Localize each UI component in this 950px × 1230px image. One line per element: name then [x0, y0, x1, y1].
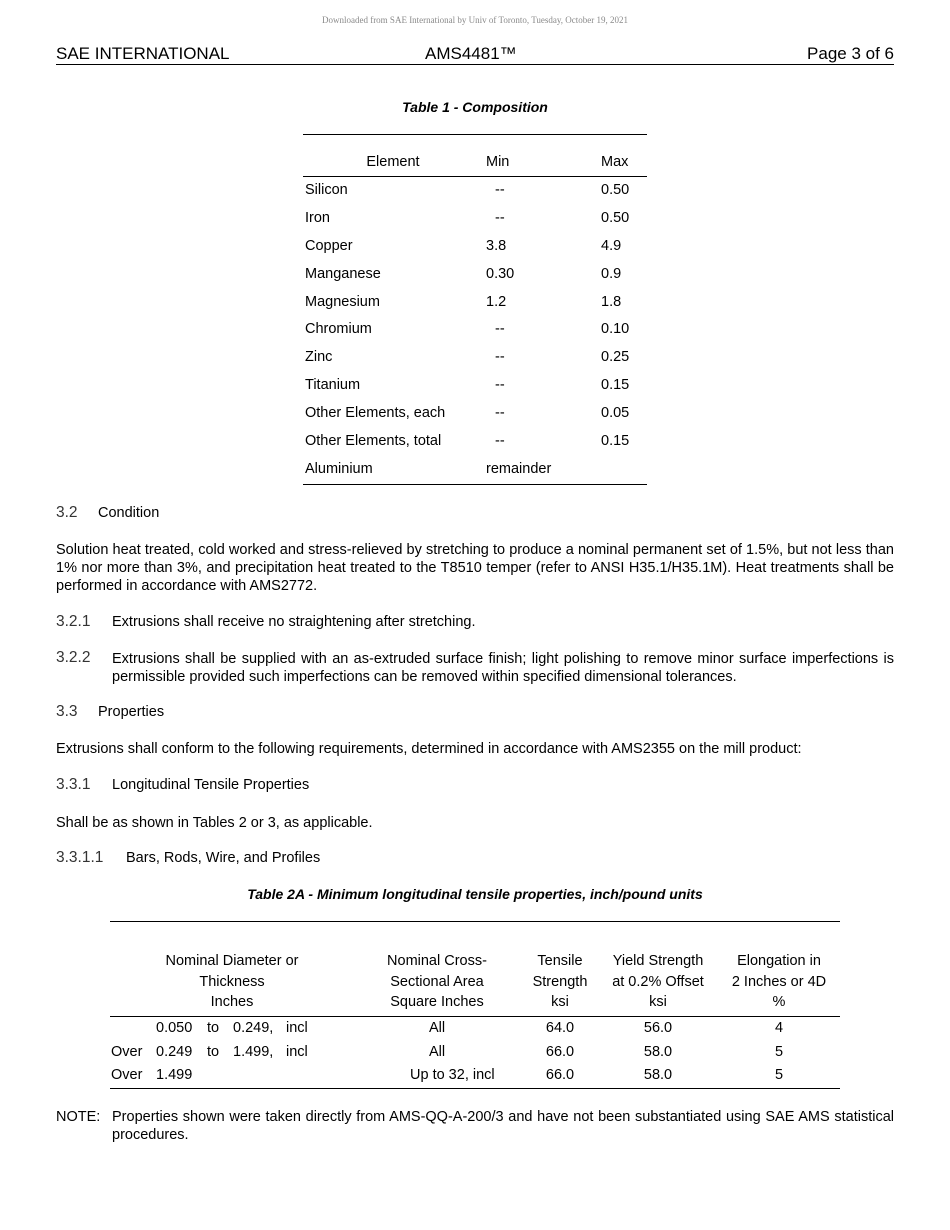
- cell-min: --: [495, 182, 505, 198]
- section-number: 3.3.1.1: [56, 849, 104, 866]
- header-line: Thickness: [199, 973, 265, 990]
- header-line: Strength: [532, 973, 588, 990]
- header-line: at 0.2% Offset: [612, 973, 704, 990]
- section-number: 3.3.1: [56, 776, 91, 793]
- header-org: SAE INTERNATIONAL: [56, 44, 230, 63]
- cell-area: All: [428, 1020, 446, 1036]
- table2-caption: Table 2A - Minimum longitudinal tensile properties, inch/pound units: [247, 886, 703, 902]
- table-header-row: [303, 135, 647, 177]
- section-text: Extrusions shall receive no straightening after stretching.: [112, 614, 476, 630]
- cell-element: Aluminium: [305, 460, 373, 477]
- cell-yield: 58.0: [643, 1043, 673, 1060]
- section-3-2-heading: [56, 504, 160, 522]
- col-header-element: Element: [366, 154, 420, 170]
- cell-max: 0.25: [601, 349, 630, 366]
- header-line: Tensile: [537, 953, 583, 969]
- section-3-3-1-heading: [56, 776, 310, 794]
- composition-table: [303, 134, 647, 485]
- table-row: [110, 1064, 840, 1088]
- section-number: 3.2.1: [56, 613, 91, 630]
- cell-min: --: [495, 405, 505, 422]
- col-header-diameter: [110, 951, 354, 1013]
- cell-min: remainder: [486, 460, 552, 477]
- cell-area: Up to 32, incl: [410, 1067, 495, 1084]
- table-row: [303, 316, 647, 344]
- section-3-3-heading: [56, 703, 165, 721]
- col-header-min: Min: [486, 154, 510, 170]
- cell-from: 0.249: [156, 1043, 193, 1060]
- section-3-2-1: [56, 613, 476, 631]
- section-3-3-1-1-heading: [56, 849, 321, 867]
- header-line: Nominal Cross-: [387, 953, 487, 969]
- cell-element: Manganese: [305, 265, 381, 282]
- download-watermark-line: Downloaded from SAE International by Univ of Toronto, Tuesday, October 19, 2021: [321, 15, 629, 25]
- cell-element: Other Elements, each: [305, 405, 446, 422]
- col-header-yield: [600, 951, 716, 1013]
- cell-element: Iron: [305, 209, 330, 226]
- header-line: Elongation in: [737, 953, 821, 969]
- table-row: [303, 233, 647, 261]
- table-row: [303, 456, 647, 484]
- section-title: Condition: [98, 505, 160, 521]
- cell-min: --: [495, 349, 505, 366]
- header-line: ksi: [551, 994, 569, 1010]
- cell-max: 0.50: [601, 182, 630, 198]
- header-line: Yield Strength: [612, 953, 704, 969]
- section-title: Properties: [98, 704, 165, 720]
- header-line: 2 Inches or 4D: [731, 973, 827, 990]
- cell-over: Over: [111, 1067, 143, 1084]
- cell-min: --: [495, 321, 505, 338]
- cell-max: 4.9: [601, 237, 622, 254]
- cell-area: All: [428, 1043, 446, 1060]
- cell-min: --: [495, 433, 505, 450]
- cell-element: Zinc: [305, 349, 333, 366]
- cell-element: Other Elements, total: [305, 433, 442, 450]
- section-title: Longitudinal Tensile Properties: [112, 777, 310, 793]
- cell-max: 0.10: [601, 321, 630, 338]
- section-title: Bars, Rods, Wire, and Profiles: [126, 850, 321, 866]
- cell-min: 0.30: [486, 265, 515, 282]
- section-3-3-paragraph: Extrusions shall conform to the following requirements, determined in accordance with AMS2355 on the mill product:: [56, 741, 802, 757]
- cell-yield: 58.0: [643, 1067, 673, 1084]
- section-text: Extrusions shall be supplied with an as-extruded surface finish; light polishing to remove minor surface imperfections is permissible provided such imperfections can be removed within specified dimensional tolerances.: [112, 651, 894, 685]
- header-line: Square Inches: [390, 994, 484, 1010]
- table-row: [303, 344, 647, 372]
- header-doc-number: AMS4481™: [425, 44, 517, 63]
- cell-to: 0.249,: [233, 1020, 274, 1036]
- cell-incl: incl: [286, 1043, 308, 1060]
- cell-element: Titanium: [305, 377, 361, 394]
- table-row: [303, 177, 647, 205]
- cell-max: 1.8: [601, 293, 622, 310]
- section-3-2-paragraph: Solution heat treated, cold worked and stress-relieved by stretching to produce a nominal permanent set of 1.5%, but not less than 1% nor more than 3%, and precipitation heat treated to the T8510 temper (refer to ANSI H35.1/H35.1M). Heat treatments shall be performed in accordance with AMS2772.: [56, 542, 894, 594]
- table-row: [303, 400, 647, 428]
- header-line: Nominal Diameter or: [165, 953, 299, 969]
- cell-tensile: 64.0: [545, 1020, 575, 1036]
- header-page-number: Page 3 of 6: [807, 44, 894, 63]
- cell-from: 0.050: [156, 1020, 193, 1036]
- col-header-max: Max: [601, 154, 629, 170]
- cell-to-word: to: [207, 1043, 220, 1060]
- section-number: 3.2: [56, 504, 78, 521]
- cell-elongation: 4: [774, 1020, 784, 1036]
- page-header: [56, 44, 894, 65]
- table-row: [303, 289, 647, 317]
- cell-over: Over: [111, 1043, 143, 1060]
- section-3-3-1-paragraph: Shall be as shown in Tables 2 or 3, as applicable.: [56, 815, 373, 831]
- cell-min: --: [495, 377, 505, 394]
- cell-elongation: 5: [774, 1067, 784, 1084]
- header-line: Sectional Area: [390, 973, 484, 990]
- section-3-2-2: [56, 649, 894, 685]
- table-row: [303, 205, 647, 233]
- cell-to-word: to: [207, 1020, 220, 1036]
- table-header-row: [110, 922, 840, 1017]
- table-row: [303, 261, 647, 289]
- cell-element: Chromium: [305, 321, 372, 338]
- cell-max: 0.9: [601, 265, 622, 282]
- header-line: ksi: [649, 994, 667, 1010]
- col-header-tensile: [520, 951, 600, 1013]
- cell-max: 0.15: [601, 433, 630, 450]
- cell-incl: incl: [286, 1020, 308, 1036]
- cell-max: 0.15: [601, 377, 630, 394]
- note-text: Properties shown were taken directly from AMS-QQ-A-200/3 and have not been substantiated using SAE AMS statistical procedures.: [112, 1109, 894, 1143]
- cell-min: 1.2: [486, 293, 507, 310]
- cell-max: 0.50: [601, 209, 630, 226]
- cell-min: --: [495, 209, 505, 226]
- table-row: [303, 372, 647, 400]
- col-header-elongation: [722, 951, 836, 1013]
- cell-tensile: 66.0: [545, 1067, 575, 1084]
- cell-from: 1.499: [156, 1067, 193, 1084]
- cell-yield: 56.0: [643, 1020, 673, 1036]
- tensile-properties-table: [110, 921, 840, 1089]
- cell-to: 1.499,: [233, 1043, 274, 1060]
- section-number: 3.2.2: [56, 649, 91, 666]
- cell-elongation: 5: [774, 1043, 784, 1060]
- header-line: Inches: [210, 994, 254, 1010]
- col-header-area: [363, 951, 511, 1013]
- cell-min: 3.8: [486, 237, 507, 254]
- cell-element: Copper: [305, 237, 353, 254]
- table-row: [110, 1041, 840, 1065]
- header-line: %: [772, 994, 786, 1010]
- cell-element: Silicon: [305, 182, 348, 198]
- cell-max: 0.05: [601, 405, 630, 422]
- table-row: [110, 1017, 840, 1041]
- note-label: NOTE:: [56, 1109, 101, 1125]
- cell-element: Magnesium: [305, 293, 380, 310]
- table-row: [303, 428, 647, 456]
- cell-tensile: 66.0: [545, 1043, 575, 1060]
- table1-caption: Table 1 - Composition: [402, 99, 548, 115]
- section-number: 3.3: [56, 703, 78, 720]
